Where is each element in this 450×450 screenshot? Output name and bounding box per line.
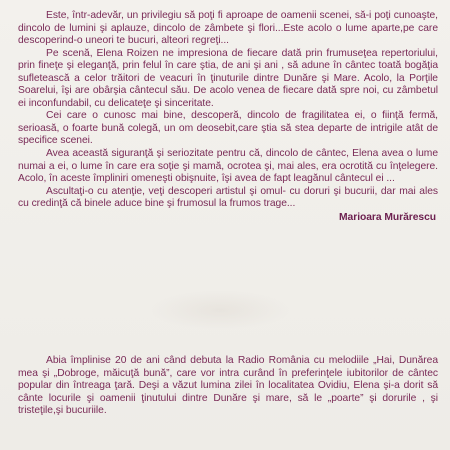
article-paragraph-2: Pe scenă, Elena Roizen ne impresiona de fiecare dată prin frumuseţea repertoriului, prin fineţe şi eleganţă, prin felul în care ştia, de ani şi ani , să adune în cântec toată bogăţia sufletească a celor trăitori de veacuri în ţinuturile dintre Dunăre şi Mare. Acolo, la Porţile Soarelui, îşi are obârşia cântecul său. De acolo venea de fiecare dată spre noi, cu zâmbetul ei inconfundabil, cu delicateţe şi sinceritate. <box>18 47 438 109</box>
author-signature: Marioara Murărescu <box>339 211 436 223</box>
article-paragraph-4: Avea această siguranţă şi seriozitate pentru că, dincolo de cântec, Elena avea o lume numai a ei, o lume în care era soţie şi mamă, ocrotea şi, mai ales, era ocrotită cu înţelegere. Acolo, în aceste împliniri omeneşti obişnuite, îşi avea de fapt leagănul cântecul ei ... <box>18 148 438 185</box>
article-paragraph-1: Este, într-adevăr, un privilegiu să poţi fi aproape de oamenii scenei, să-i poţi cunoaşte, dincolo de lumini şi aplauze, dincolo de zâmbete şi flori...Este acolo o lume aparte,pe care descoperind-o uneori te bucuri, alteori regreţi... <box>18 10 438 47</box>
bio-paragraph: Abia împlinise 20 de ani când debuta la Radio România cu melodiile „Hai, Dunărea mea şi „Dobroge, măicuţă bună”, care vor intra curând în preferinţele iubitorilor de cântec popular din întreaga ţară. Deşi a văzut lumina zilei în localitatea Ovidiu, Elena şi-a dorit să cânte locurile şi oamenii ţinutului dintre Dunăre şi mare, să le „poarte” şi dorurile , şi tristeţile,şi bucuriile. <box>18 355 438 417</box>
paper-stain <box>150 290 290 330</box>
article-paragraph-3: Cei care o cunosc mai bine, descoperă, dincolo de fragilitatea ei, o fiinţă fermă, serioasă, o foarte bună colegă, un om deosebit,care ştia să stea departe de intrigile atât de specifice scenei. <box>18 110 438 147</box>
article-text <box>18 10 438 224</box>
article-paragraph-5: Ascultaţi-o cu atenţie, veţi descoperi artistul şi omul- cu doruri şi bucurii, dar mai ales cu credinţă că binele aduce bine şi frumosul la frumos trage... <box>18 185 438 210</box>
bio-text <box>18 355 438 418</box>
